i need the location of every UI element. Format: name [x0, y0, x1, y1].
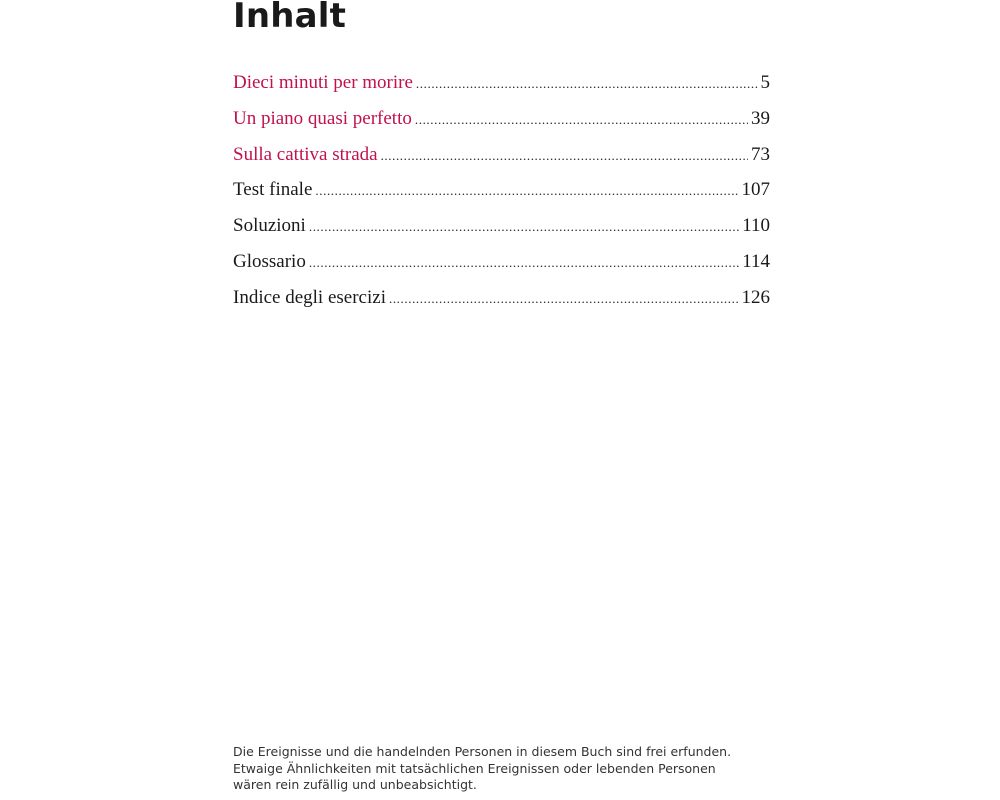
toc-entry-label: Dieci minuti per morire [233, 72, 413, 93]
toc-dot-leader [416, 70, 758, 98]
toc-page-number: 126 [741, 286, 770, 308]
toc-entry-un-piano[interactable] [233, 105, 770, 141]
toc-entry-soluzioni[interactable] [233, 212, 770, 248]
toc-entry-label: Indice degli esercizi [233, 286, 386, 308]
footnote-line: wären rein zufällig und unbeabsichtigt. [233, 777, 477, 792]
toc-entry-label: Test finale [233, 179, 313, 201]
toc-page-number: 73 [751, 143, 770, 165]
toc-entry-indice-esercizi[interactable] [233, 284, 770, 320]
toc-entry-test-finale[interactable] [233, 176, 770, 212]
toc-dot-leader [415, 106, 748, 134]
footnote-line: Die Ereignisse und die handelnden Personen in diesem Buch sind frei erfunden. [233, 744, 732, 759]
toc-dot-leader [381, 142, 748, 170]
toc-dot-leader [315, 177, 738, 205]
disclaimer-footnote [233, 744, 770, 794]
table-of-contents [233, 69, 770, 320]
toc-page-number: 114 [742, 250, 770, 272]
toc-entry-label: Soluzioni [233, 215, 306, 237]
footnote-line: Etwaige Ähnlichkeiten mit tatsächlichen Ereignissen oder lebenden Personen [233, 760, 716, 776]
toc-page-number: 39 [751, 107, 770, 129]
toc-dot-leader [309, 249, 739, 277]
toc-dot-leader [309, 213, 739, 241]
toc-page-number: 5 [760, 72, 770, 93]
toc-entry-label: Un piano quasi perfetto [233, 107, 412, 129]
toc-page-number: 110 [742, 215, 770, 237]
toc-entry-label: Glossario [233, 250, 306, 272]
toc-entry-label: Sulla cattiva strada [233, 143, 378, 165]
page-title: Inhalt [233, 0, 347, 36]
toc-entry-glossario[interactable] [233, 248, 770, 284]
toc-entry-sulla-cattiva[interactable] [233, 141, 770, 177]
toc-entry-dieci-minuti[interactable] [233, 69, 770, 105]
toc-page-number: 107 [741, 179, 770, 201]
toc-dot-leader [389, 285, 739, 313]
document-page [233, 0, 770, 800]
